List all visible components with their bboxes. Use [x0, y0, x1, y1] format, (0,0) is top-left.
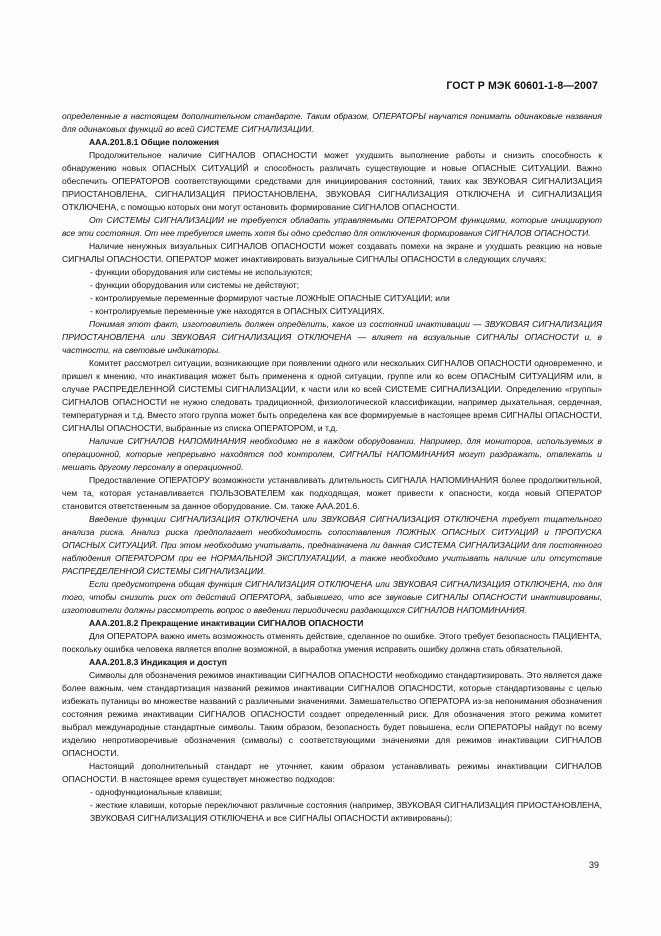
italic-note-paragraph: Введение функции СИГНАЛИЗАЦИЯ ОТКЛЮЧЕНА или ЗВУКОВАЯ СИГНАЛИЗАЦИЯ ОТКЛЮЧЕНА требует тщательного анализа риска. Анализ риска предполагает необходимость сопоставления ЛОЖНЫХ ОПАСНЫХ СИТУАЦИЙ и ПРОПУСКА ОПАСНЫХ СИТУАЦИЙ. При этом необходимо учитывать, предназначена ли данная СИСТЕМА СИГНАЛИЗАЦИИ для постоянного наблюдения ОПЕРАТОРОМ при ее НОРМАЛЬНОЙ ЭКСПЛУАТАЦИИ, а также необходимо учитывать наличие или отсутствие РАСПРЕДЕЛЕННОЙ СИСТЕМЫ СИГНАЛИЗАЦИИ. — [62, 514, 602, 576]
list-item: - контролируемые переменные уже находятся в ОПАСНЫХ СИТУАЦИЯХ. — [90, 306, 385, 316]
body-paragraph: Настоящий дополнительный стандарт не уточняет, каким образом устанавливать режимы инактивации СИГНАЛОВ ОПАСНОСТИ. В настоящее время существует множество подходов: — [62, 761, 602, 784]
list-item: - функции оборудования или системы не используются; — [90, 267, 313, 277]
body-paragraph: Символы для обозначения режимов инактивации СИГНАЛОВ ОПАСНОСТИ необходимо стандартизировать. Это является даже более важным, чем стандартизация названий режимов инактивации СИГНАЛОВ ОПАСНОСТИ, которые стандартизованы с целью избежать путаницы во множестве названий с различными значениями. Замешательство ОПЕРАТОРА из-за непонимания обозначения состояния режима инактивации СИГНАЛОВ ОПАСНОСТИ создает определенный риск. Для обозначения этого режима комитет выбрал международные стандартные символы. Таким образом, безопасность будет повышена, если ОПЕРАТОРЫ найдут по всему изделию непротиворечивые обозначения (символы) с соответствующими значениями для режимов инактивации СИГНАЛОВ ОПАСНОСТИ. — [62, 670, 602, 758]
italic-note-paragraph: Если предусмотрена общая функция СИГНАЛИЗАЦИЯ ОТКЛЮЧЕНА или ЗВУКОВАЯ СИГНАЛИЗАЦИЯ ОТКЛЮЧЕНА, то для того, чтобы снизить риск от действий ОПЕРАТОРА, забывшего, что все звуковые СИГНАЛЫ ОПАСНОСТИ инактивированы, изготовители должны рассмотреть вопрос о введении периодически раздающихся СИГНАЛОВ НАПОМИНАНИЯ. — [62, 579, 602, 615]
body-paragraph: Для ОПЕРАТОРА важно иметь возможность отменять действие, сделанное по ошибке. Этого требует безопасность ПАЦИЕНТА, поскольку ошибка человека является вполне возможной, а выработка умения исправить ошибку должна стать обязательной. — [62, 631, 602, 654]
body-paragraph: Предоставление ОПЕРАТОРУ возможности устанавливать длительность СИГНАЛА НАПОМИНАНИЯ более продолжительной, чем та, которая устанавливается ПОЛЬЗОВАТЕЛЕМ как подходящая, может привести к опасности, когда новый ОПЕРАТОР становится ответственным за данное оборудование. См. также ААА.201.6. — [62, 475, 602, 511]
page-number: 39 — [588, 860, 599, 870]
section-heading: ААА.201.8.3 Индикация и доступ — [89, 657, 227, 667]
italic-note-paragraph: Наличие СИГНАЛОВ НАПОМИНАНИЯ необходимо не в каждом оборудовании. Например, для мониторов, используемых в операционной, которые непрерывно находятся под контролем, СИГНАЛЫ НАПОМИНАНИЯ могут раздражать, отвлекать и мешать другому персоналу в операционной. — [62, 436, 602, 472]
body-paragraph: Продолжительное наличие СИГНАЛОВ ОПАСНОСТИ может ухудшить выполнение работы и снизить способность к обнаружению новых ОПАСНЫХ СИТУАЦИЙ и способность различать существующие и новые ОПАСНЫЕ СИТУАЦИИ. Важно обеспечить ОПЕРАТОРОВ соответствующими средствами для инициирования состояний, таких как ЗВУКОВАЯ СИГНАЛИЗАЦИЯ ПРИОСТАНОВЛЕНА, СИГНАЛИЗАЦИЯ ПРИОСТАНОВЛЕНА, ЗВУКОВАЯ СИГНАЛИЗАЦИЯ ОТКЛЮЧЕНА И СИГНАЛИЗАЦИЯ ОТКЛЮЧЕНА, с помощью которых они могут остановить формирование СИГНАЛОВ ОПАСНОСТИ. — [62, 150, 602, 212]
italic-note-paragraph: Понимая этот факт, изготовитель должен определить, какое из состояний инактивации — ЗВУКОВАЯ СИГНАЛИЗАЦИЯ ПРИОСТАНОВЛЕНА или ЗВУКОВАЯ СИГНАЛИЗАЦИЯ ОТКЛЮЧЕНА — влияет на визуальные СИГНАЛЫ ОПАСНОСТИ и, в частности, на световые индикаторы. — [62, 319, 602, 355]
body-paragraph: Комитет рассмотрел ситуации, возникающие при появлении одного или нескольких СИГНАЛОВ ОПАСНОСТИ одновременно, и пришел к мнению, что инактивация может быть применена к одной ситуации, группе или ко всем ОПАСНЫМ СИТУАЦИЯМ или, в случае РАСПРЕДЕЛЕННОЙ СИСТЕМЫ СИГНАЛИЗАЦИИ, к части или ко всей СИСТЕМЕ СИГНАЛИЗАЦИИ. Определению «группы» СИГНАЛОВ ОПАСНОСТИ не нужно следовать традиционной, физиологической классификации, например дыхательная, сердечная, температурная и т.д. Вместо этого группа может быть определена как все формируемые в настоящее время СИГНАЛЫ ОПАСНОСТИ, СИГНАЛЫ ОПАСНОСТИ, выбранные из списка ОПЕРАТОРОМ, и т.д. — [62, 358, 602, 433]
list-item: - однофункциональные клавиши; — [90, 787, 223, 797]
italic-note-paragraph: От СИСТЕМЫ СИГНАЛИЗАЦИИ не требуется обладать управляемыми ОПЕРАТОРОМ функциями, которые инициируют все эти состояния. От нее требуется иметь хотя бы одно средство для отключения формирования СИГНАЛОВ ОПАСНОСТИ. — [62, 215, 602, 238]
document-header: ГОСТ Р МЭК 60601-1-8—2007 — [446, 80, 598, 92]
italic-note-paragraph: определенные в настоящем дополнительном стандарте. Таким образом, ОПЕРАТОРЫ научатся понимать одинаковые названия для одинаковых функций во всей СИСТЕМЕ СИГНАЛИЗАЦИИ. — [62, 111, 602, 134]
list-item: - контролируемые переменные формируют частые ЛОЖНЫЕ ОПАСНЫЕ СИТУАЦИИ; или — [90, 293, 450, 303]
body-paragraph: Наличие ненужных визуальных СИГНАЛОВ ОПАСНОСТИ может создавать помехи на экране и ухудшать реакцию на новые СИГНАЛЫ ОПАСНОСТИ. ОПЕРАТОР может инактивировать визуальные СИГНАЛЫ ОПАСНОСТИ в следующих случаях: — [62, 241, 602, 264]
section-heading: ААА.201.8.1 Общие положения — [89, 137, 220, 147]
list-item: - жесткие клавиши, которые переключают различные состояния (например, ЗВУКОВАЯ СИГНАЛИЗАЦИЯ ПРИОСТАНОВЛЕНА, ЗВУКОВАЯ СИГНАЛИЗАЦИЯ ОТКЛЮЧЕНА и все СИГНАЛЫ ОПАСНОСТИ активированы); — [90, 800, 602, 823]
section-heading: ААА.201.8.2 Прекращение инактивации СИГНАЛОВ ОПАСНОСТИ — [89, 618, 364, 628]
document-body — [62, 110, 602, 825]
list-item: - функции оборудования или системы не действуют; — [90, 280, 300, 290]
